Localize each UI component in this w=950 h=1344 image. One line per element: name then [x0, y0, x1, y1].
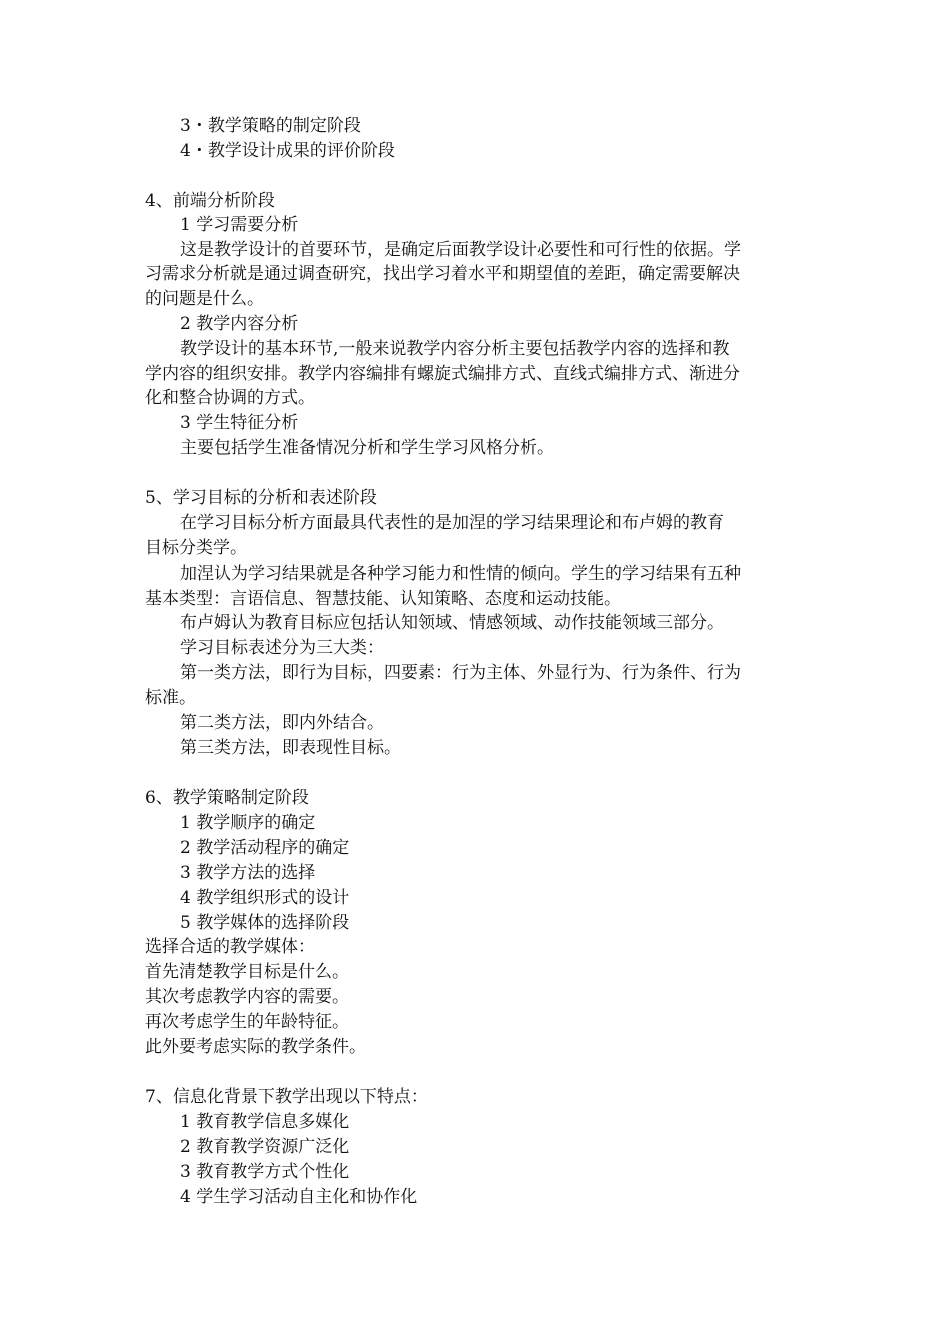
text-line: 目标分类学。	[145, 538, 247, 558]
text-line: 首先清楚教学目标是什么。	[145, 962, 349, 982]
text-line: 其次考虑教学内容的需要。	[145, 987, 349, 1007]
list-item: 4 学生学习活动自主化和协作化	[180, 1187, 418, 1207]
list-item: 1 教育教学信息多媒化	[180, 1112, 350, 1132]
list-item: 5 教学媒体的选择阶段	[180, 913, 350, 933]
text-line: 第一类方法，即行为目标，四要素：行为主体、外显行为、行为条件、行为	[180, 663, 741, 683]
list-item: 2 教学活动程序的确定	[180, 838, 350, 858]
text-line: 3・教学策略的制定阶段	[180, 116, 361, 136]
text-line: 加涅认为学习结果就是各种学习能力和性情的倾向。学生的学习结果有五种	[180, 564, 741, 584]
text-line: 选择合适的教学媒体：	[145, 937, 315, 957]
list-item: 1 教学顺序的确定	[180, 813, 316, 833]
subsection-heading: 1 学习需要分析	[180, 215, 299, 235]
text-line: 学习目标表述分为三大类：	[180, 638, 384, 658]
text-line: 习需求分析就是通过调查研究，找出学习着水平和期望值的差距，确定需要解决	[145, 264, 740, 284]
section-heading: 5、学习目标的分析和表述阶段	[145, 488, 377, 508]
list-item: 2 教育教学资源广泛化	[180, 1137, 350, 1157]
list-item: 4 教学组织形式的设计	[180, 888, 350, 908]
text-line: 在学习目标分析方面最具代表性的是加涅的学习结果理论和布卢姆的教育	[180, 513, 724, 533]
subsection-heading: 2 教学内容分析	[180, 314, 299, 334]
text-line: 这是教学设计的首要环节，是确定后面教学设计必要性和可行性的依据。学	[180, 240, 741, 260]
subsection-heading: 3 学生特征分析	[180, 413, 299, 433]
list-item: 3 教育教学方式个性化	[180, 1162, 350, 1182]
text-line: 4・教学设计成果的评价阶段	[180, 141, 395, 161]
text-line: 化和整合协调的方式。	[145, 388, 315, 408]
text-line: 主要包括学生准备情况分析和学生学习风格分析。	[180, 438, 554, 458]
text-line: 此外要考虑实际的教学条件。	[145, 1037, 366, 1057]
list-item: 3 教学方法的选择	[180, 863, 316, 883]
section-heading: 7、信息化背景下教学出现以下特点：	[145, 1087, 428, 1107]
text-line: 第三类方法，即表现性目标。	[180, 738, 401, 758]
text-line: 教学设计的基本环节,一般来说教学内容分析主要包括教学内容的选择和教	[180, 339, 730, 359]
section-heading: 6、教学策略制定阶段	[145, 788, 309, 808]
text-line: 的问题是什么。	[145, 289, 264, 309]
text-line: 再次考虑学生的年龄特征。	[145, 1012, 349, 1032]
section-heading: 4、前端分析阶段	[145, 191, 275, 211]
text-line: 标准。	[145, 688, 196, 708]
text-line: 基本类型：言语信息、智慧技能、认知策略、态度和运动技能。	[145, 589, 621, 609]
text-line: 第二类方法，即内外结合。	[180, 713, 384, 733]
text-line: 学内容的组织安排。教学内容编排有螺旋式编排方式、直线式编排方式、渐进分	[145, 364, 740, 384]
text-line: 布卢姆认为教育目标应包括认知领域、情感领域、动作技能领域三部分。	[180, 613, 724, 633]
